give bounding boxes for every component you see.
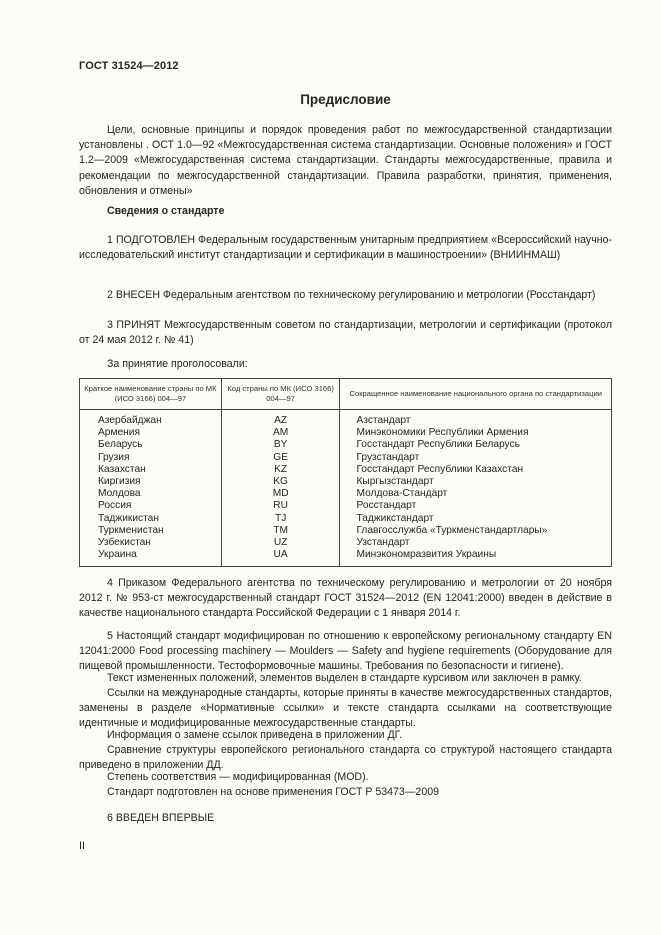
code-cell: UA (221, 549, 340, 567)
body-cell: Азстандарт (340, 410, 612, 428)
country-cell: Казахстан (80, 464, 222, 476)
note-conformity-degree: Степень соответствия — модифицированная (MOD). (107, 771, 369, 783)
body-cell: Росстандарт (340, 500, 612, 512)
header-country: Краткое наименование страны по МК (ИСО 3166) 004—97 (80, 379, 222, 410)
page-title: Предисловие (300, 92, 391, 107)
body-cell: Госстандарт Республики Казахстан (340, 464, 612, 476)
code-cell: KG (221, 476, 340, 488)
section-subheading: Сведения о стандарте (107, 205, 225, 217)
item-5-paragraph: 5 Настоящий стандарт модифицирован по отношению к европейскому региональному стандарту EN 12041:2000 Food processing machinery — Moulders — Safety and hygiene requirements (Оборудование для пищевой промышленности. Тестоформовочные машины. Требования по безопасности и гигиене). (79, 630, 612, 673)
item-3-paragraph: 3 ПРИНЯТ Межгосударственным советом по стандартизации, метрологии и сертификации (протокол от 24 мая 2012 г. № 41) (79, 319, 612, 347)
code-cell: KZ (221, 464, 340, 476)
code-cell: AZ (221, 410, 340, 428)
item-2-paragraph: 2 ВНЕСЕН Федеральным агентством по техническому регулированию и метрологии (Росстандарт) (107, 289, 596, 301)
country-cell: Россия (80, 500, 222, 512)
note-changed-text: Текст измененных положений, элементов выделен в стандарте курсивом или заключен в рамку. (107, 672, 582, 684)
table-row (80, 549, 612, 567)
body-cell: Узстандарт (340, 537, 612, 549)
country-cell: Украина (80, 549, 222, 567)
table-row (80, 452, 612, 464)
standard-code-header: ГОСТ 31524—2012 (79, 60, 179, 72)
header-code: Код страны по МК (ИСО 3166) 004—97 (221, 379, 340, 410)
note-references: Ссылки на международные стандарты, которые приняты в качестве межгосударственных стандартов, заменены в разделе «Нормативные ссылки» и тексте стандарта ссылками на соответствующие идентичные и модифицированные межгосударственные стандарты. (79, 687, 612, 730)
code-cell: RU (221, 500, 340, 512)
country-cell: Туркменистан (80, 525, 222, 537)
code-cell: MD (221, 488, 340, 500)
body-cell: Госстандарт Республики Беларусь (340, 439, 612, 451)
table-row (80, 464, 612, 476)
table-row (80, 513, 612, 525)
country-cell: Молдова (80, 488, 222, 500)
country-cell: Таджикистан (80, 513, 222, 525)
item-6-paragraph: 6 ВВЕДЕН ВПЕРВЫЕ (107, 812, 215, 824)
table-body (80, 410, 612, 567)
country-cell: Узбекистан (80, 537, 222, 549)
country-cell: Киргизия (80, 476, 222, 488)
voting-table (79, 378, 612, 567)
country-cell: Грузия (80, 452, 222, 464)
body-cell: Молдова-Стандарт (340, 488, 612, 500)
country-cell: Азербайджан (80, 410, 222, 428)
vote-label: За принятие проголосовали: (107, 358, 248, 370)
page-number: II (79, 840, 85, 852)
code-cell: GE (221, 452, 340, 464)
note-structure-comparison: Сравнение структуры европейского регионального стандарта со структурой настоящего стандарта приведено в приложении ДД. (79, 744, 612, 772)
code-cell: BY (221, 439, 340, 451)
item-1-paragraph: 1 ПОДГОТОВЛЕН Федеральным государственным унитарным предприятием «Всероссийский научно-исследовательский институт стандартизации и сертификации в машиностроении» (ВНИИНМАШ) (79, 234, 612, 262)
body-cell: Таджикстандарт (340, 513, 612, 525)
header-body: Сокращенное наименование национального органа по стандартизации (340, 379, 612, 410)
table-row (80, 439, 612, 451)
table-header-row (80, 379, 612, 410)
code-cell: TM (221, 525, 340, 537)
code-cell: TJ (221, 513, 340, 525)
country-cell: Беларусь (80, 439, 222, 451)
body-cell: Грузстандарт (340, 452, 612, 464)
table-row (80, 500, 612, 512)
intro-paragraph: Цели, основные принципы и порядок проведения работ по межгосударственной стандартизации установлены . ОСТ 1.0—92 «Межгосударственная система стандартизации. Основные положения» и ГОСТ 1.2—2009 «Межгосударственная система стандартизации. Стандарты межгосударственные, правила и рекомендации по межгосударственной стандартизации. Правила разработки, принятия, применения, обновления и отмены» (79, 124, 612, 197)
code-cell: UZ (221, 537, 340, 549)
body-cell: Минэкономразвития Украины (340, 549, 612, 567)
code-cell: AM (221, 427, 340, 439)
body-cell: Минэкономики Республики Армения (340, 427, 612, 439)
table-row (80, 410, 612, 428)
body-cell: Главгосслужба «Туркменстандартлары» (340, 525, 612, 537)
table-row (80, 525, 612, 537)
body-cell: Кыргызстандарт (340, 476, 612, 488)
note-prepared-basis: Стандарт подготовлен на основе применения ГОСТ Р 53473—2009 (107, 786, 439, 798)
table-row (80, 537, 612, 549)
table-row (80, 476, 612, 488)
country-cell: Армения (80, 427, 222, 439)
table-row (80, 427, 612, 439)
table-row (80, 488, 612, 500)
note-reference-info: Информация о замене ссылок приведена в приложении ДГ. (107, 729, 403, 741)
item-4-paragraph: 4 Приказом Федерального агентства по техническому регулированию и метрологии от 20 ноября 2012 г. № 953-ст межгосударственный стандарт ГОСТ 31524—2012 (EN 12041:2000) введен в действие в качестве национального стандарта Российской Федерации с 1 января 2014 г. (79, 577, 612, 620)
